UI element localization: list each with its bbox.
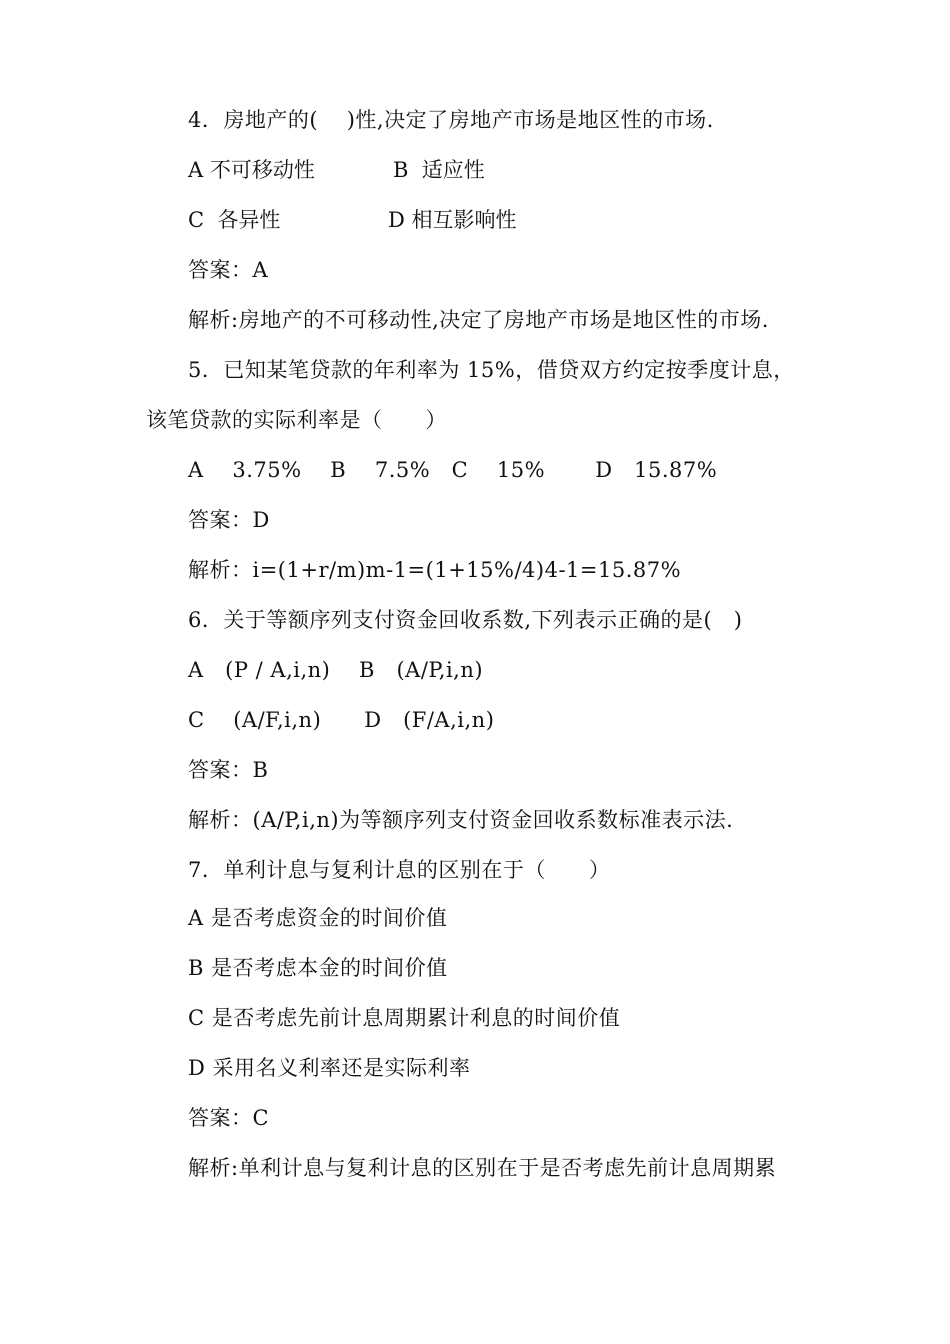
q6-options-row2: C (A/F,i,n) D (F/A,i,n) (188, 708, 495, 732)
q5-stem-line1: 5．已知某笔贷款的年利率为 15%，借贷双方约定按季度计息， (188, 358, 795, 382)
q7-option-a: A 是否考虑资金的时间价值 (188, 906, 448, 930)
q5-stem-line2: 该笔贷款的实际利率是（ ） (146, 408, 447, 432)
q6-stem: 6．关于等额序列支付资金回收系数,下列表示正确的是( ) (188, 608, 743, 632)
q4-analysis: 解析:房地产的不可移动性,决定了房地产市场是地区性的市场. (188, 308, 769, 332)
q4-option-b: B 适应性 (393, 158, 485, 182)
q7-option-b: B 是否考虑本金的时间价值 (188, 956, 448, 980)
q5-analysis: 解析：i=(1+r/m)m-1=(1+15%/4)4-1=15.87% (188, 558, 682, 582)
q4-option-c: C 各异性 (188, 208, 281, 232)
q7-option-d: D 采用名义利率还是实际利率 (188, 1056, 471, 1080)
q5-answer: 答案：D (188, 508, 270, 532)
q6-answer: 答案：B (188, 758, 269, 782)
q7-analysis: 解析:单利计息与复利计息的区别在于是否考虑先前计息周期累 (188, 1156, 777, 1180)
q4-option-d: D 相互影响性 (388, 208, 517, 232)
q5-options: A 3.75% B 7.5% C 15% D 15.87% (188, 458, 718, 482)
q7-answer: 答案：C (188, 1106, 270, 1130)
q7-option-c: C 是否考虑先前计息周期累计利息的时间价值 (188, 1006, 621, 1030)
q6-analysis: 解析：(A/P,i,n)为等额序列支付资金回收系数标准表示法. (188, 808, 734, 832)
q6-options-row1: A (P / A,i,n) B (A/P,i,n) (188, 658, 484, 682)
q4-stem: 4．房地产的( )性,决定了房地产市场是地区性的市场. (188, 108, 714, 132)
q4-option-a: A 不可移动性 (188, 158, 315, 182)
q4-answer: 答案：A (188, 258, 269, 282)
q7-stem: 7．单利计息与复利计息的区别在于（ ） (188, 858, 611, 882)
